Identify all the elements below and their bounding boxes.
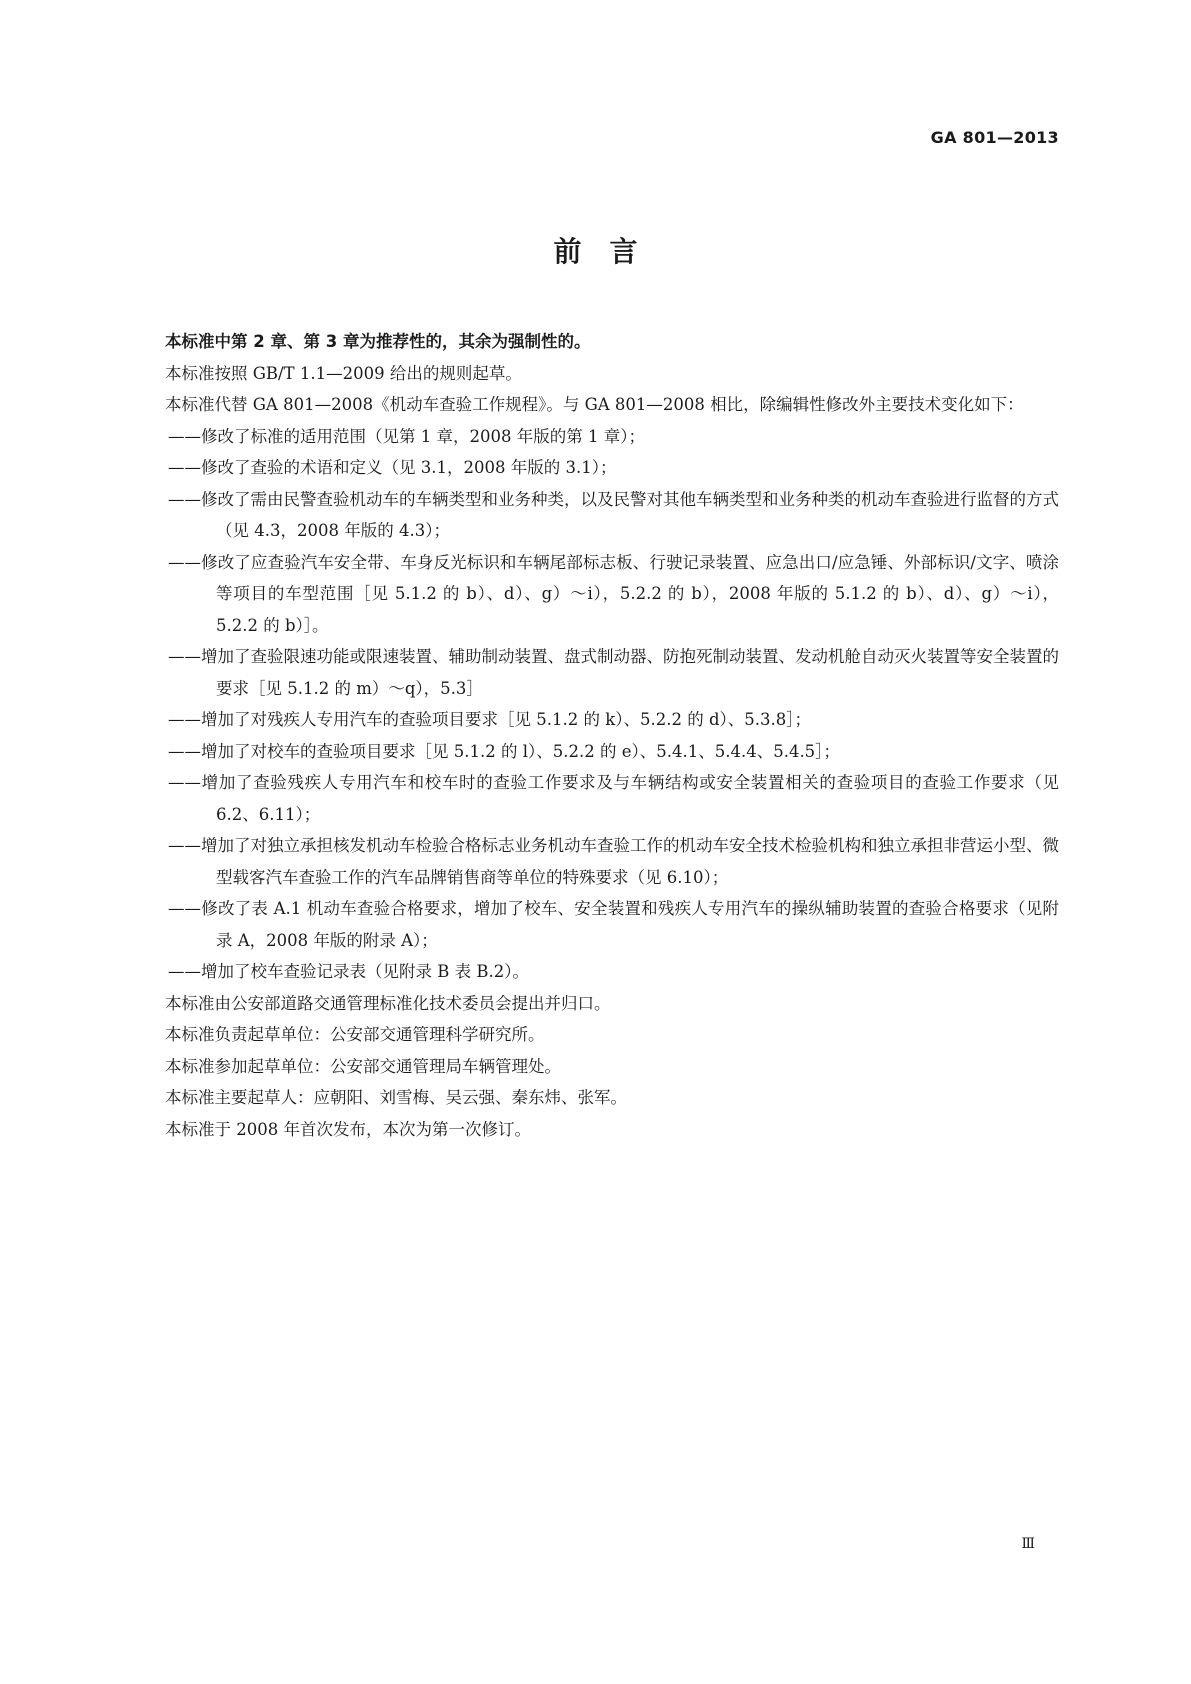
paragraph-responsible-drafter: 本标准负责起草单位：公安部交通管理科学研究所。: [165, 1025, 545, 1044]
paragraph-proposer: 本标准由公安部道路交通管理标准化技术委员会提出并归口。: [165, 993, 611, 1013]
change-item: ——增加了对独立承担核发机动车检验合格标志业务机动车查验工作的机动车安全技术检验机构和独立承担非营运小型、微型载客汽车查验工作的汽车品牌销售商等单位的特殊要求（见 6.10）；: [168, 836, 1059, 887]
change-item: ——修改了表 A.1 机动车查验合格要求，增加了校车、安全装置和残疾人专用汽车的操纵辅助装置的查验合格要求（见附录 A，2008 年版的附录 A）；: [168, 899, 1059, 950]
paragraph-replacement-note: 本标准代替 GA 801—2008《机动车查验工作规程》。与 GA 801—2008 相比，除编辑性修改外主要技术变化如下：: [165, 395, 1024, 414]
change-item: ——增加了查验限速功能或限速装置、辅助制动装置、盘式制动器、防抱死制动装置、发动机舱自动灭火装置等安全装置的要求［见 5.1.2 的 m）～q），5.3］: [168, 647, 1059, 698]
paragraph-drafting-rule: 本标准按照 GB/T 1.1—2009 给出的规则起草。: [165, 363, 522, 383]
change-item: ——增加了对校车的查验项目要求［见 5.1.2 的 l）、5.2.2 的 e）、5.4.1、5.4.4、5.4.5］；: [168, 741, 840, 761]
page-title: 前言: [553, 235, 666, 268]
change-item: ——修改了标准的适用范围（见第 1 章，2008 年版的第 1 章）；: [168, 426, 645, 446]
change-item: ——增加了查验残疾人专用汽车和校车时的查验工作要求及与车辆结构或安全装置相关的查验项目的查验工作要求（见 6.2、6.11）；: [168, 773, 1059, 824]
paragraph-release-history: 本标准于 2008 年首次发布，本次为第一次修订。: [165, 1119, 531, 1139]
foreword-body: [132, 326, 1059, 1145]
paragraph-participating-drafter: 本标准参加起草单位：公安部交通管理局车辆管理处。: [165, 1056, 561, 1076]
change-item: ——修改了需由民警查验机动车的车辆类型和业务种类，以及民警对其他车辆类型和业务种类的机动车查验进行监督的方式（见 4.3，2008 年版的 4.3）；: [168, 489, 1059, 540]
paragraph-mandatory-note: 本标准中第 2 章、第 3 章为推荐性的，其余为强制性的。: [165, 332, 591, 351]
standard-number: GA 801—2013: [930, 128, 1059, 147]
paragraph-main-drafters: 本标准主要起草人：应朝阳、刘雪梅、吴云强、秦东炜、张军。: [165, 1088, 627, 1107]
page-number: Ⅲ: [1021, 1536, 1035, 1552]
change-item: ——增加了对残疾人专用汽车的查验项目要求［见 5.1.2 的 k）、5.2.2 的 d）、5.3.8］；: [168, 710, 811, 729]
change-item: ——修改了查验的术语和定义（见 3.1，2008 年版的 3.1）；: [168, 458, 617, 477]
change-item: ——修改了应查验汽车安全带、车身反光标识和车辆尾部标志板、行驶记录装置、应急出口/应急锤、外部标识/文字、喷涂等项目的车型范围［见 5.1.2 的 b）、d）、g）～i），5.2.2 的 b），2008 年版的 5.1.2 的 b）、d）、g）～i），5.2.2 的 b）］。: [168, 552, 1059, 635]
change-item: ——增加了校车查验记录表（见附录 B 表 B.2）。: [168, 962, 529, 981]
